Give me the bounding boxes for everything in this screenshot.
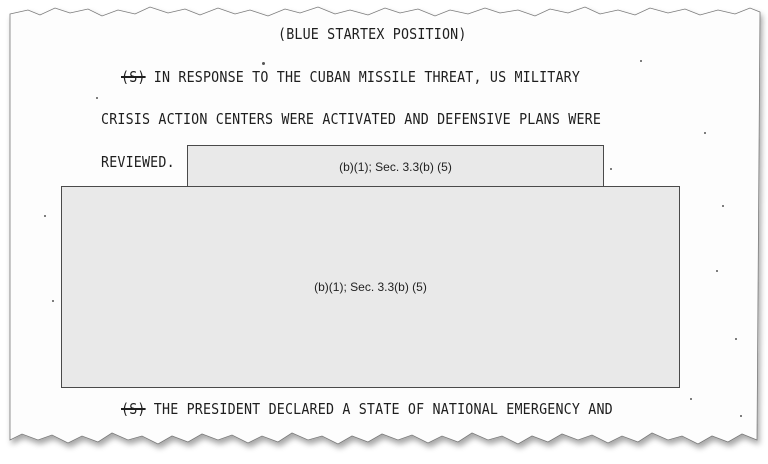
scan-speck [44, 215, 46, 217]
redaction-box-large [61, 186, 680, 388]
scan-speck [704, 132, 706, 134]
redaction-box-small [187, 145, 604, 188]
scan-speck [96, 97, 98, 99]
scan-speck [716, 270, 718, 272]
scan-speck [262, 62, 265, 65]
redaction-label: (b)(1); Sec. 3.3(b) (5) [314, 280, 427, 294]
redaction-label: (b)(1); Sec. 3.3(b) (5) [339, 159, 452, 174]
paragraph-2-text: THE PRESIDENT DECLARED A STATE OF NATIONAL EMERGENCY AND [145, 400, 613, 418]
scan-speck [52, 300, 54, 302]
paragraph-2-line-1 [121, 400, 613, 418]
scan-speck [740, 415, 742, 417]
paragraph-1-text: IN RESPONSE TO THE CUBAN MISSILE THREAT, US MILITARY [145, 68, 581, 86]
classification-marking: (S) [121, 68, 146, 86]
paragraph-1-line-2: CRISIS ACTION CENTERS WERE ACTIVATED AND DEFENSIVE PLANS WERE [101, 110, 602, 128]
classification-marking: (S) [121, 400, 146, 418]
scan-speck [610, 168, 612, 170]
paragraph-1-line-1 [121, 68, 580, 86]
scan-speck [722, 205, 724, 207]
scan-speck [640, 60, 642, 62]
scan-speck [690, 398, 692, 400]
document-heading: (BLUE STARTEX POSITION) [278, 25, 467, 43]
scan-speck [735, 338, 737, 340]
paragraph-1-line-3: REVIEWED. [101, 153, 175, 171]
